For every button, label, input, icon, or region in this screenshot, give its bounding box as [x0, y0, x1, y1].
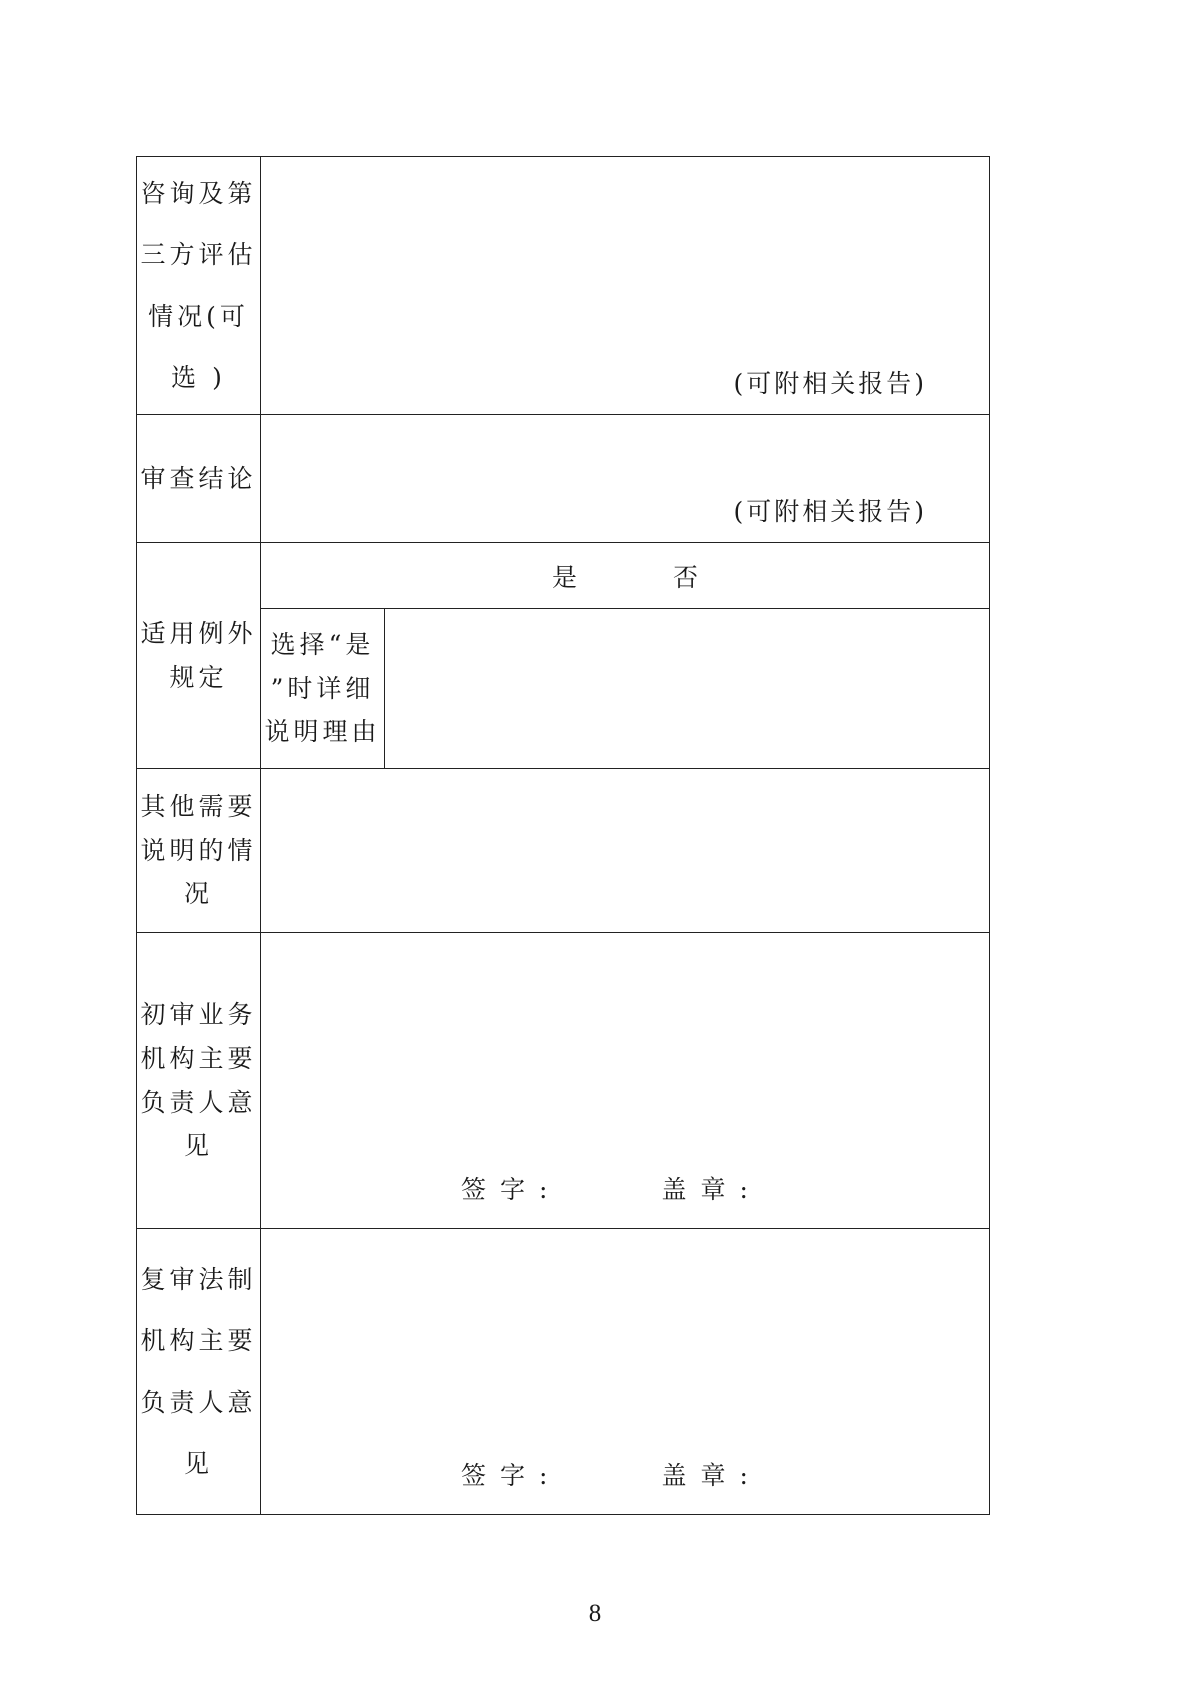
- second-review-row: [137, 1229, 990, 1515]
- consultation-attach-note: (可附相关报告): [733, 369, 927, 398]
- review-conclusion-attach-note: (可附相关报告): [733, 497, 927, 526]
- review-conclusion-row: [137, 415, 990, 543]
- other-label-cell: [137, 769, 261, 933]
- exception-option-yes[interactable]: 是: [551, 562, 577, 592]
- first-review-signature-label: 签字:: [461, 1175, 562, 1204]
- first-review-label: 初审业务 机构主要 负责人意 见: [140, 1000, 257, 1161]
- review-form-table: [136, 156, 990, 1515]
- exception-label: 适用例外 规定: [140, 618, 257, 692]
- consultation-label-cell: [137, 157, 261, 415]
- exception-reason-label-cell: [261, 609, 385, 769]
- review-conclusion-content-field[interactable]: [261, 415, 990, 543]
- exception-label-cell: [137, 543, 261, 769]
- exception-option-no[interactable]: 否: [673, 562, 699, 592]
- other-content-field[interactable]: [261, 769, 990, 933]
- second-review-content-field[interactable]: [261, 1229, 990, 1515]
- first-review-row: [137, 933, 990, 1229]
- second-review-seal-label: 盖章:: [661, 1461, 762, 1490]
- consultation-label: 咨询及第 三方评估 情况(可 选 ): [140, 179, 257, 392]
- second-review-label-cell: [137, 1229, 261, 1515]
- second-review-label: 复审法制 机构主要 负责人意 见: [140, 1265, 257, 1478]
- second-review-sign-line: [461, 1456, 762, 1492]
- consultation-content-field[interactable]: [261, 157, 990, 415]
- second-review-signature-label: 签字:: [461, 1461, 562, 1490]
- page-number: 8: [588, 1600, 602, 1627]
- first-review-label-cell: [137, 933, 261, 1229]
- exception-choice-row: [137, 543, 990, 609]
- exception-reason-row: [137, 609, 990, 769]
- other-label: 其他需要 说明的情 况: [140, 791, 257, 909]
- consultation-row: [137, 157, 990, 415]
- other-row: [137, 769, 990, 933]
- exception-choice-cell: [261, 543, 990, 609]
- exception-reason-content-field[interactable]: [385, 609, 990, 769]
- first-review-seal-label: 盖章:: [661, 1175, 762, 1204]
- first-review-sign-line: [461, 1170, 762, 1206]
- exception-reason-label: 选择“是 ”时详细 说明理由: [264, 629, 381, 747]
- review-conclusion-label: 审查结论: [140, 463, 257, 493]
- first-review-content-field[interactable]: [261, 933, 990, 1229]
- review-conclusion-label-cell: [137, 415, 261, 543]
